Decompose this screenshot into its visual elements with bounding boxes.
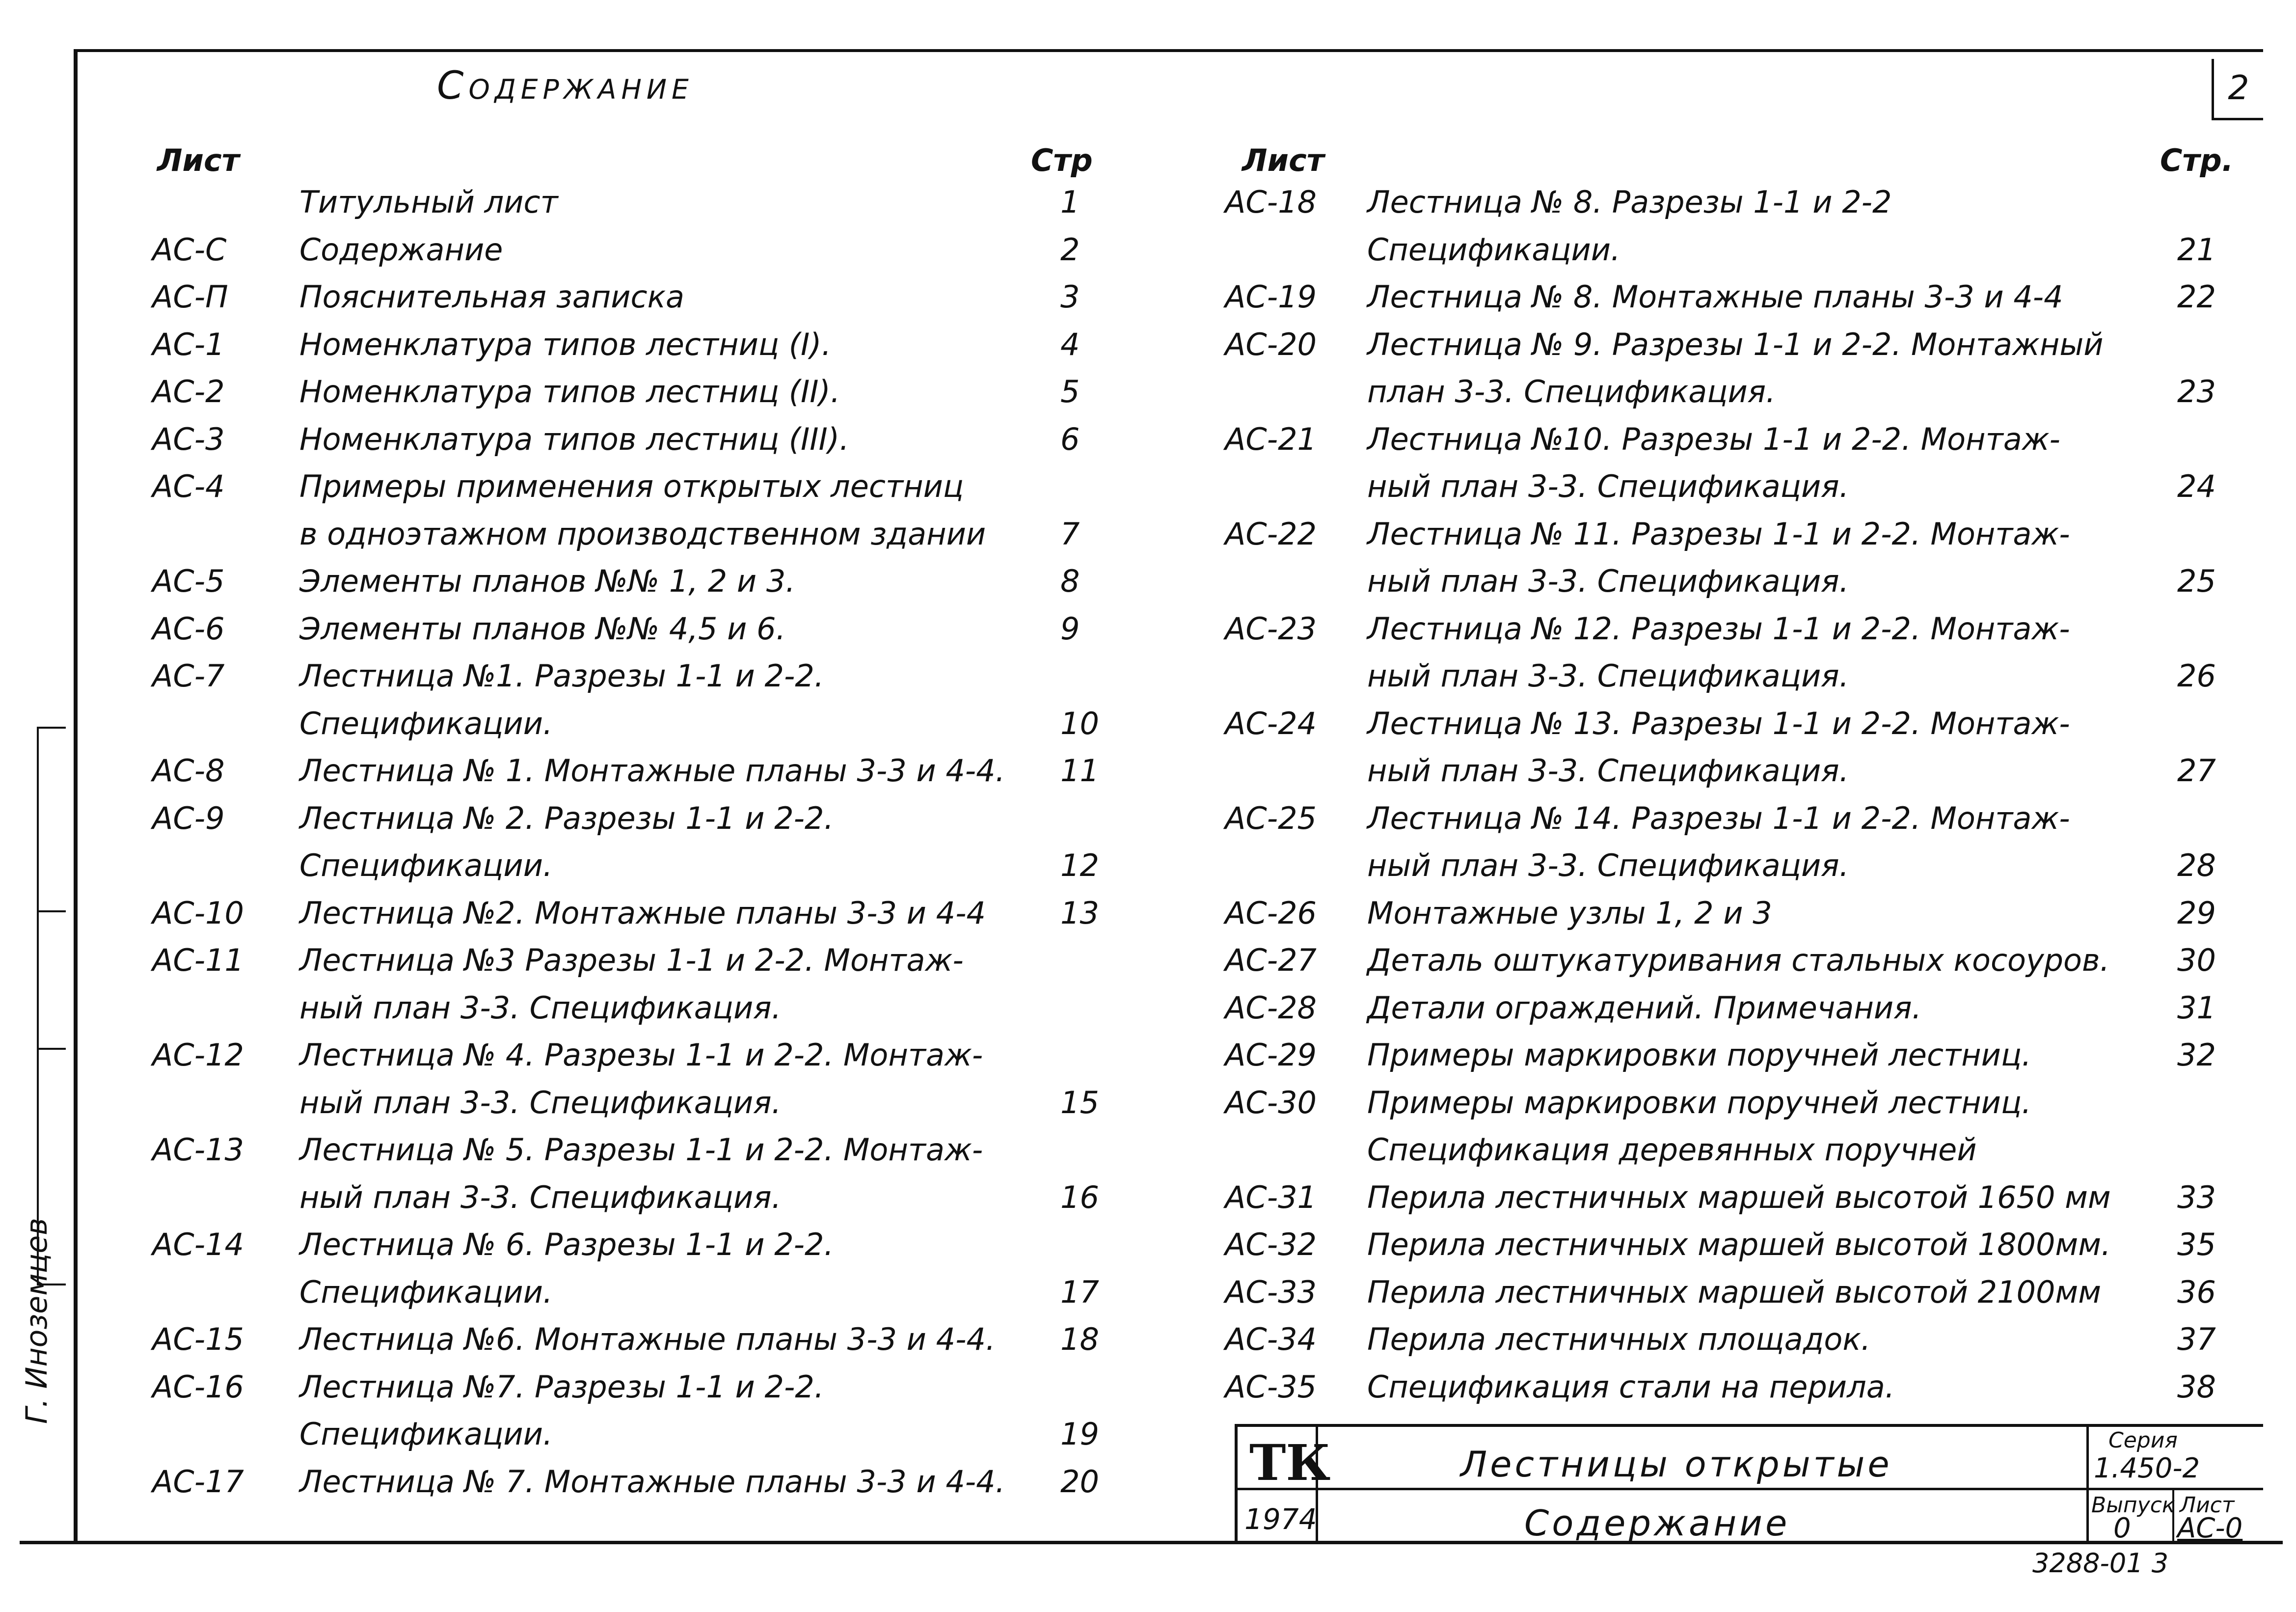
entry-description: ный план 3-3. Спецификация. <box>1367 563 1849 599</box>
entry-description: Перила лестничных маршей высотой 2100мм <box>1367 1274 2101 1310</box>
sheet-code: АС-7 <box>152 658 225 694</box>
page-ref: 7 <box>1060 516 1080 552</box>
sheet-code: АС-4 <box>152 468 225 504</box>
sheet-code: АС-35 <box>1225 1368 1317 1405</box>
entry-description: план 3-3. Спецификация. <box>1367 374 1776 410</box>
page-ref: 18 <box>1060 1321 1099 1357</box>
sheet-code: АС-23 <box>1225 610 1317 647</box>
sheet-code: АС-18 <box>1225 184 1317 220</box>
sheet-code: АС-29 <box>1225 1037 1317 1073</box>
page-ref: 24 <box>2177 468 2216 504</box>
page-ref: 32 <box>2177 1037 2216 1073</box>
entry-description: ный план 3-3. Спецификация. <box>1367 753 1849 789</box>
binding-divider <box>39 1048 66 1050</box>
sheet-code: АС-9 <box>152 800 225 836</box>
entry-description: Деталь оштукатуривания стальных косоуров. <box>1367 942 2110 978</box>
entry-description: Лестница № 11. Разрезы 1-1 и 2-2. Монтаж- <box>1367 516 2070 552</box>
right-header-page: Стр. <box>2160 142 2234 178</box>
sheet-code: АС-32 <box>1225 1227 1317 1262</box>
entry-description: ный план 3-3. Спецификация. <box>1367 847 1849 883</box>
page-ref: 15 <box>1060 1084 1099 1120</box>
entry-description: ный план 3-3. Спецификация. <box>1367 658 1849 694</box>
entry-description: Лестница № 6. Разрезы 1-1 и 2-2. <box>299 1227 834 1262</box>
sheet-code: АС-3 <box>152 421 225 457</box>
sheet-code: АС-31 <box>1225 1179 1317 1215</box>
page-ref: 10 <box>1060 705 1099 741</box>
bottom-note: 3288-01 3 <box>2032 1548 2169 1579</box>
entry-description: Номенклатура типов лестниц (III). <box>299 421 849 457</box>
entry-description: Лестница №6. Монтажные планы 3-3 и 4-4. <box>299 1321 996 1357</box>
entry-description: Пояснительная записка <box>299 279 685 315</box>
sheet-code: АС-30 <box>1225 1084 1317 1120</box>
tb-subtitle: Содержание <box>1524 1503 1790 1544</box>
left-header-sheet: Лист <box>157 142 240 178</box>
page-ref: 13 <box>1060 895 1099 931</box>
page-ref: 16 <box>1060 1179 1099 1215</box>
page-number: 2 <box>2212 59 2263 120</box>
sheet-code: АС-П <box>152 279 228 315</box>
entry-description: Номенклатура типов лестниц (I). <box>299 326 832 362</box>
entry-description: ный план 3-3. Спецификация. <box>1367 468 1849 504</box>
entry-description: Лестница № 5. Разрезы 1-1 и 2-2. Монтаж- <box>299 1132 983 1168</box>
entry-description: Лестница № 4. Разрезы 1-1 и 2-2. Монтаж- <box>299 1037 983 1073</box>
entry-description: Перила лестничных маршей высотой 1650 мм <box>1367 1179 2111 1215</box>
entry-description: Лестница №7. Разрезы 1-1 и 2-2. <box>299 1368 824 1405</box>
sheet-code: АС-25 <box>1225 800 1317 836</box>
page-ref: 6 <box>1060 421 1080 457</box>
entry-description: Спецификации. <box>299 1274 553 1310</box>
page-ref: 4 <box>1060 326 1080 362</box>
sheet-code: АС-24 <box>1225 705 1317 741</box>
tb-title: Лестницы открытые <box>1460 1444 1892 1485</box>
sheet-code: АС-С <box>152 231 227 268</box>
entry-description: Содержание <box>299 231 503 268</box>
entry-description: Лестница № 14. Разрезы 1-1 и 2-2. Монтаж- <box>1367 800 2070 836</box>
entry-description: Лестница № 7. Монтажные планы 3-3 и 4-4. <box>299 1463 1005 1500</box>
page-ref: 31 <box>2177 989 2216 1026</box>
entry-description: Перила лестничных площадок. <box>1367 1321 1871 1357</box>
sheet-code: АС-12 <box>152 1037 244 1073</box>
entry-description: Спецификации. <box>299 705 553 741</box>
sheet-code: АС-8 <box>152 753 225 789</box>
page-ref: 2 <box>1060 231 1080 268</box>
page-ref: 11 <box>1060 753 1099 789</box>
entry-description: в одноэтажном производственном здании <box>299 516 986 552</box>
sheet-code: АС-21 <box>1225 421 1317 457</box>
tb-mid-line <box>1235 1488 2263 1490</box>
page-ref: 33 <box>2177 1179 2216 1215</box>
sheet-code: АС-10 <box>152 895 244 931</box>
entry-description: Примеры маркировки поручней лестниц. <box>1367 1084 2031 1120</box>
sheet-code: АС-26 <box>1225 895 1317 931</box>
right-header-sheet: Лист <box>1242 142 1324 178</box>
entry-description: Элементы планов №№ 4,5 и 6. <box>299 610 786 647</box>
sheet-code: АС-16 <box>152 1368 244 1405</box>
tb-issue-label: Выпуск <box>2091 1493 2175 1518</box>
entry-description: Спецификация деревянных поручней <box>1367 1132 1977 1168</box>
page-ref: 21 <box>2177 231 2216 268</box>
page-ref: 20 <box>1060 1463 1099 1500</box>
entry-description: Спецификации. <box>299 847 553 883</box>
entry-description: Титульный лист <box>299 184 558 220</box>
page-ref: 5 <box>1060 374 1080 410</box>
entry-description: Спецификации. <box>1367 231 1621 268</box>
frame-left-line <box>74 49 78 1544</box>
page-ref: 8 <box>1060 563 1080 599</box>
sheet-code: АС-28 <box>1225 989 1317 1026</box>
page-ref: 25 <box>2177 563 2216 599</box>
entry-description: Перила лестничных маршей высотой 1800мм. <box>1367 1227 2111 1262</box>
entry-description: Примеры применения открытых лестниц <box>299 468 964 504</box>
page-ref: 3 <box>1060 279 1080 315</box>
page-ref: 38 <box>2177 1368 2216 1405</box>
sheet-code: АС-1 <box>152 326 225 362</box>
tb-divider <box>2086 1424 2089 1544</box>
entry-description: Лестница № 13. Разрезы 1-1 и 2-2. Монтаж- <box>1367 705 2070 741</box>
entry-description: ный план 3-3. Спецификация. <box>299 1179 782 1215</box>
side-signature: Г. Иноземцев <box>20 1218 54 1424</box>
entry-description: Лестница № 9. Разрезы 1-1 и 2-2. Монтажный <box>1367 326 2104 362</box>
sheet-code: АС-11 <box>152 942 244 978</box>
entry-description: Детали ограждений. Примечания. <box>1367 989 1922 1026</box>
entry-description: Лестница №10. Разрезы 1-1 и 2-2. Монтаж- <box>1367 421 2060 457</box>
page-ref: 37 <box>2177 1321 2216 1357</box>
entry-description: Примеры маркировки поручней лестниц. <box>1367 1037 2031 1073</box>
sheet-code: АС-19 <box>1225 279 1317 315</box>
sheet-code: АС-13 <box>152 1132 244 1168</box>
sheet-code: АС-2 <box>152 374 225 410</box>
binding-strip <box>37 727 66 1285</box>
tb-sheet-label: Лист <box>2180 1493 2235 1518</box>
page-ref: 27 <box>2177 753 2216 789</box>
sheet-code: АС-17 <box>152 1463 244 1500</box>
sheet-code: АС-20 <box>1225 326 1317 362</box>
tk-logo: ТК <box>1249 1434 1331 1492</box>
page-ref: 19 <box>1060 1416 1099 1452</box>
tb-year: 1974 <box>1244 1503 1317 1536</box>
tb-sheet-value: АС-0 <box>2177 1512 2243 1544</box>
sheet-code: АС-27 <box>1225 942 1317 978</box>
entry-description: Лестница №3 Разрезы 1-1 и 2-2. Монтаж- <box>299 942 964 978</box>
sheet-code: АС-34 <box>1225 1321 1317 1357</box>
entry-description: Спецификация стали на перила. <box>1367 1368 1895 1405</box>
entry-description: Лестница № 12. Разрезы 1-1 и 2-2. Монтаж- <box>1367 610 2070 647</box>
entry-description: Лестница № 8. Разрезы 1-1 и 2-2 <box>1367 184 1892 220</box>
entry-description: Спецификации. <box>299 1416 553 1452</box>
binding-divider <box>39 910 66 912</box>
entry-description: Элементы планов №№ 1, 2 и 3. <box>299 563 796 599</box>
entry-description: Лестница № 1. Монтажные планы 3-3 и 4-4. <box>299 753 1005 789</box>
entry-description: Лестница №2. Монтажные планы 3-3 и 4-4 <box>299 895 986 931</box>
page-ref: 23 <box>2177 374 2216 410</box>
page-ref: 1 <box>1060 184 1080 220</box>
tb-left-line <box>1235 1424 1238 1544</box>
sheet-code: АС-15 <box>152 1321 244 1357</box>
sheet-code: АС-6 <box>152 610 225 647</box>
tb-top-line <box>1235 1424 2263 1427</box>
left-header-page: Стр <box>1031 142 1093 178</box>
entry-description: ный план 3-3. Спецификация. <box>299 989 782 1026</box>
sheet-code: АС-14 <box>152 1227 244 1262</box>
title-block <box>1235 1424 2263 1544</box>
sheet-code: АС-5 <box>152 563 225 599</box>
entry-description: ный план 3-3. Спецификация. <box>299 1084 782 1120</box>
entry-description: Монтажные узлы 1, 2 и 3 <box>1367 895 1772 931</box>
page-title: Содержание <box>437 64 694 108</box>
page-ref: 9 <box>1060 610 1080 647</box>
page-ref: 29 <box>2177 895 2216 931</box>
page-ref: 26 <box>2177 658 2216 694</box>
page-ref: 36 <box>2177 1274 2216 1310</box>
entry-description: Лестница № 2. Разрезы 1-1 и 2-2. <box>299 800 834 836</box>
entry-description: Лестница № 8. Монтажные планы 3-3 и 4-4 <box>1367 279 2063 315</box>
sheet-code: АС-22 <box>1225 516 1317 552</box>
entry-description: Лестница №1. Разрезы 1-1 и 2-2. <box>299 658 824 694</box>
page-ref: 28 <box>2177 847 2216 883</box>
page-ref: 17 <box>1060 1274 1099 1310</box>
page-ref: 30 <box>2177 942 2216 978</box>
page-ref: 35 <box>2177 1227 2216 1262</box>
tb-series-label: Серия <box>2108 1428 2178 1453</box>
page-ref: 22 <box>2177 279 2216 315</box>
sheet-code: АС-33 <box>1225 1274 1317 1310</box>
page-ref: 12 <box>1060 847 1099 883</box>
frame-top-line <box>74 49 2263 52</box>
entry-description: Номенклатура типов лестниц (II). <box>299 374 840 410</box>
tb-issue-value: 0 <box>2113 1512 2131 1544</box>
tb-series-value: 1.450-2 <box>2094 1452 2200 1484</box>
